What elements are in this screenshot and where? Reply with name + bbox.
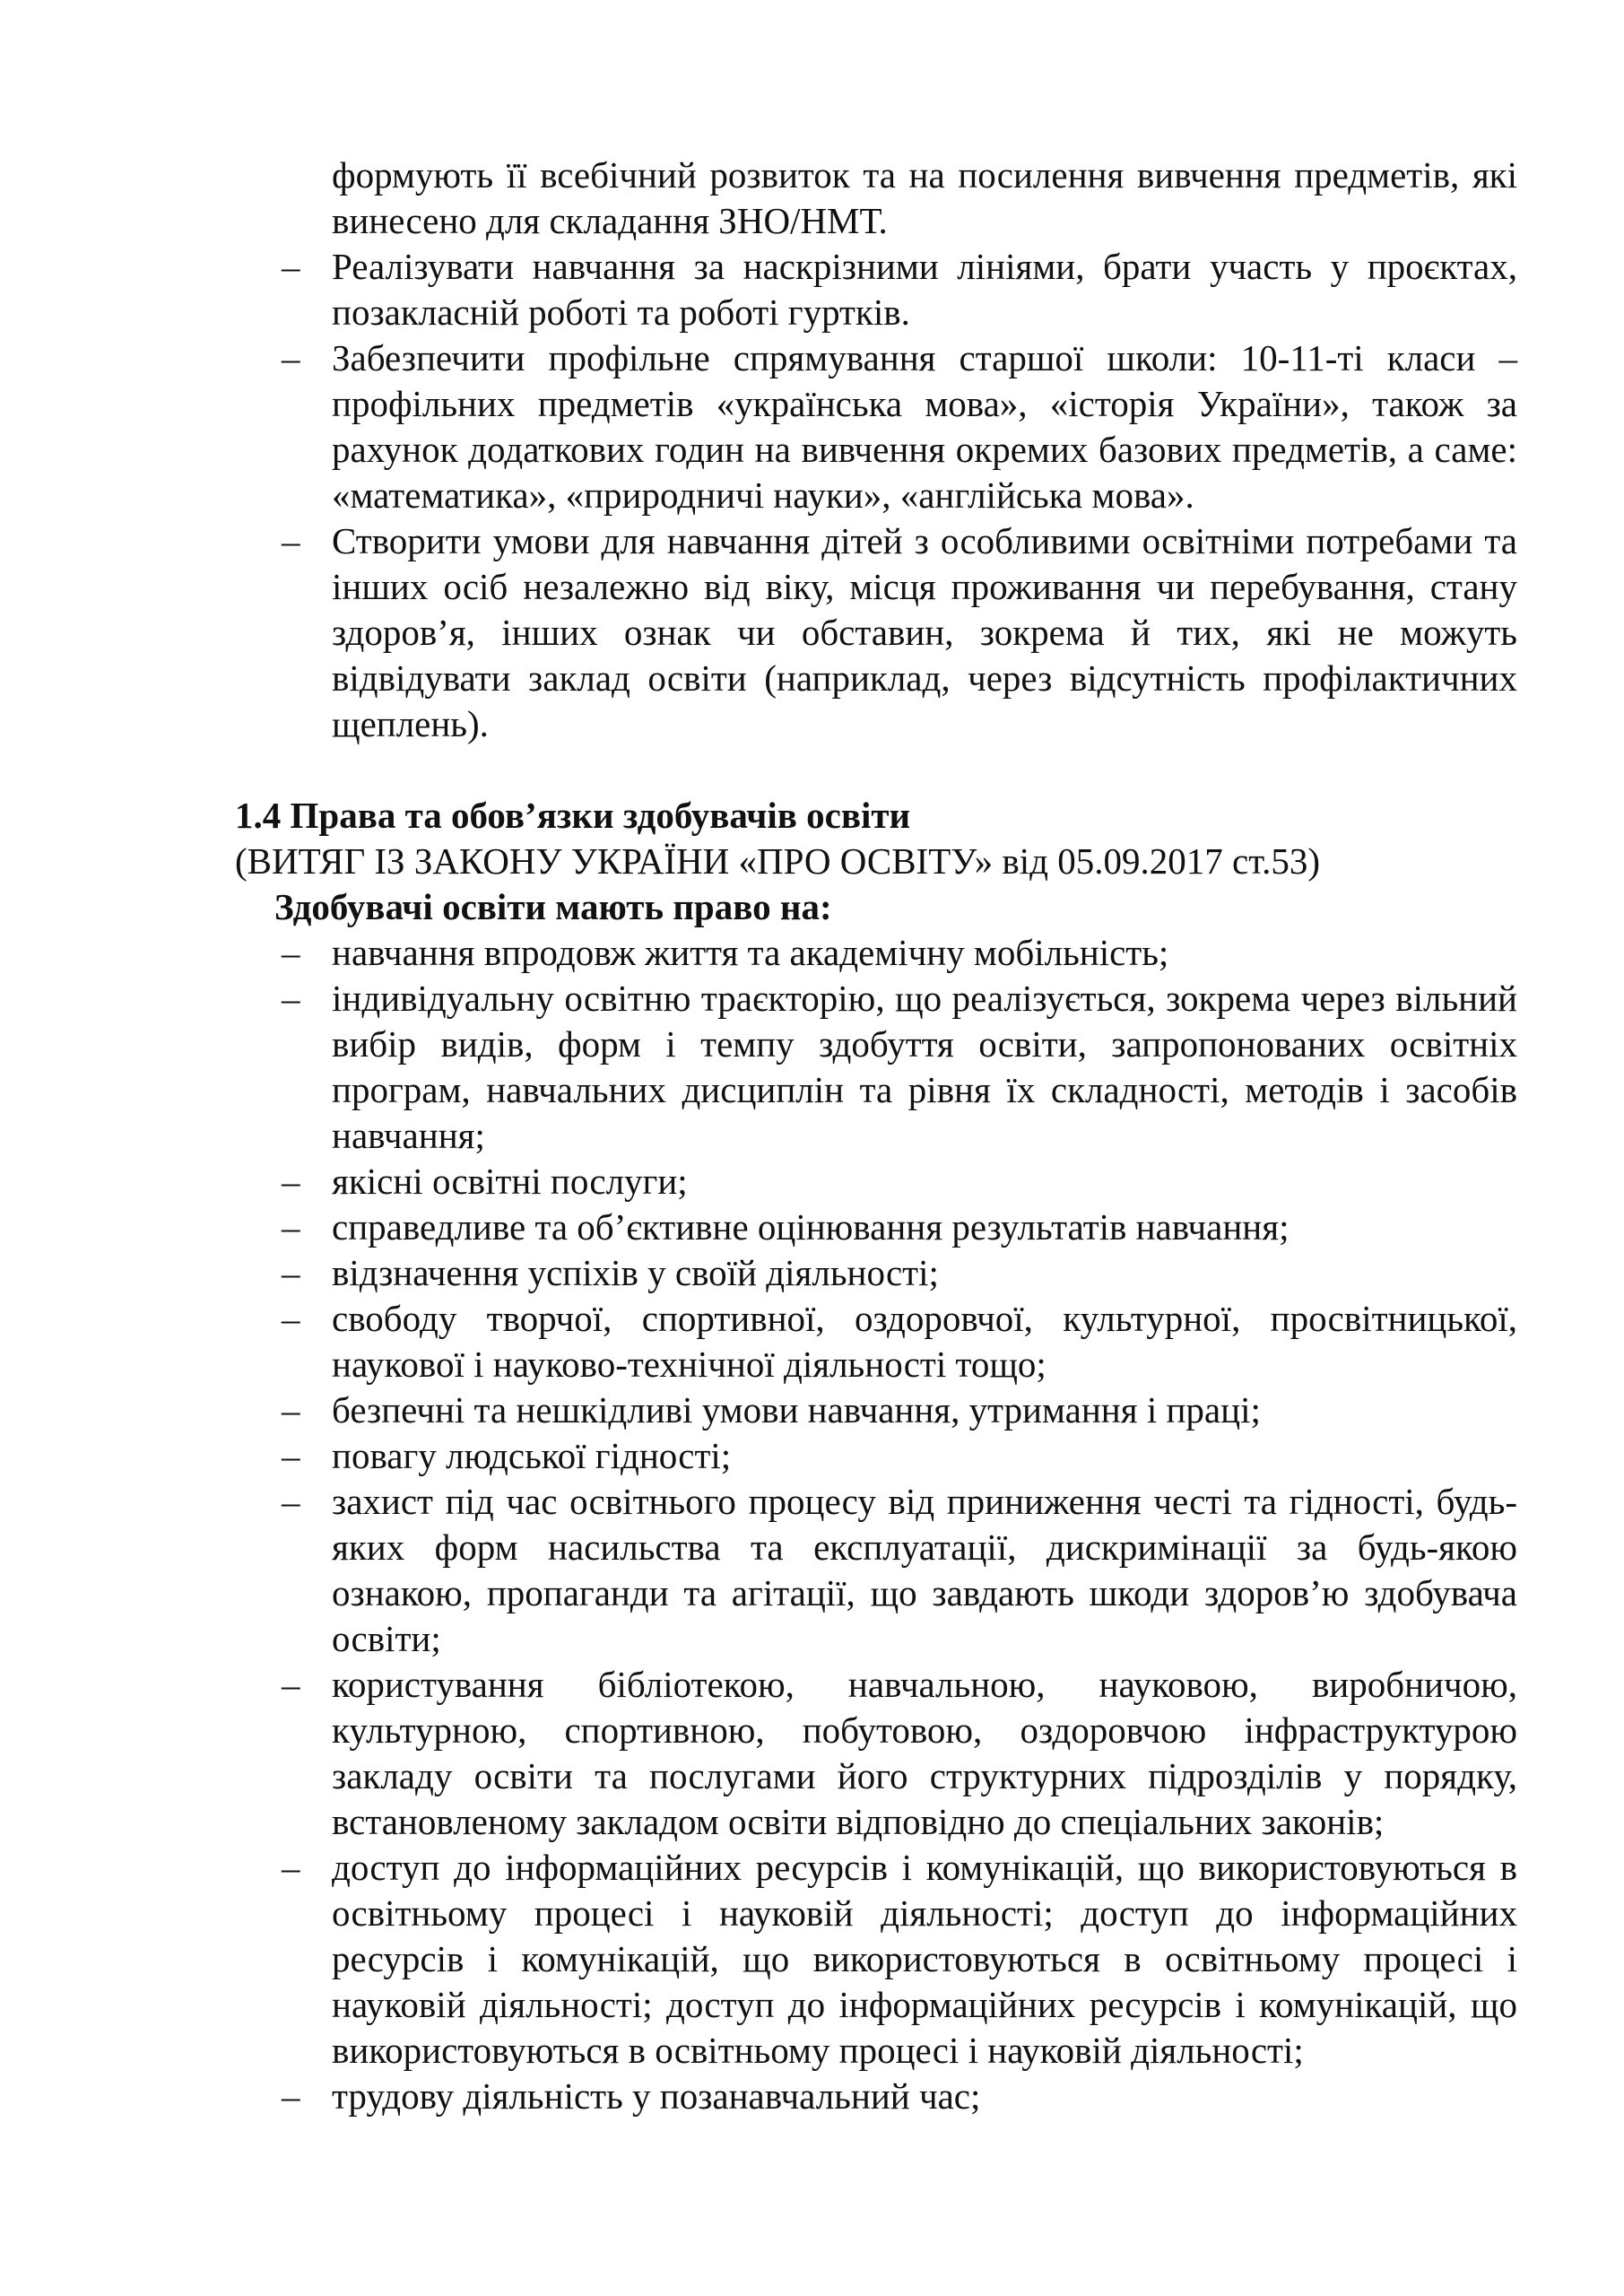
list-item-text: якісні освітні послуги; (332, 1161, 688, 1202)
dash-bullet: – (282, 1389, 300, 1431)
goals-list (235, 244, 1517, 747)
list-item (235, 1205, 1517, 1250)
list-item (235, 1296, 1517, 1387)
list-item-text: навчання впродовж життя та академічну мобільність; (332, 932, 1169, 973)
dash-bullet: – (282, 1252, 300, 1293)
list-item (235, 1250, 1517, 1296)
section-title: 1.4 Права та обов’язки здобувачів освіти (235, 795, 911, 836)
list-item-text: користування бібліотекою, навчальною, науковою, виробничою, культурною, спортивною, побутовою, оздоровчою інфраструктурою закладу освіти та послугами його структурних підрозділів у порядку, встановленому закладом освіти відповідно до спеціальних законів; (332, 1664, 1517, 1842)
dash-bullet: – (282, 520, 300, 561)
dash-bullet: – (282, 1664, 300, 1705)
dash-bullet: – (282, 1481, 300, 1522)
dash-bullet: – (282, 1161, 300, 1202)
list-item-text: доступ до інформаційних ресурсів і комунікацій, що використовуються в освітньому процесі і науковій діяльності; доступ до інформаційних ресурсів і комунікацій, що використовуються в освітньому процесі і науковій діяльності; доступ до інформаційних ресурсів і комунікацій, що використовуються в освітньому процесі і науковій діяльності; (332, 1847, 1517, 2071)
list-item (235, 1159, 1517, 1205)
paragraph-gap (235, 747, 1517, 793)
list-item (235, 1433, 1517, 1479)
dash-bullet: – (282, 1435, 300, 1476)
list-item-text: повагу людської гідності; (332, 1435, 732, 1476)
rights-list (235, 930, 1517, 2119)
list-item (235, 1479, 1517, 1662)
dash-bullet: – (282, 246, 300, 287)
dash-bullet: – (282, 978, 300, 1019)
list-item (235, 1845, 1517, 2074)
list-item-text: Створити умови для навчання дітей з особливими освітніми потребами та інших осіб незалежно від віку, місця проживання чи перебування, стану здоров’я, інших ознак чи обставин, зокрема й тих, які не можуть відвідувати заклад освіти (наприклад, через відсутність профілактичних щеплень). (332, 520, 1517, 744)
list-item-text: Забезпечити профільне спрямування старшої школи: 10-11-ті класи – профільних предметів «українська мова», «історія України», також за рахунок додаткових годин на вивчення окремих базових предметів, а саме: «математика», «природничі науки», «англійська мова». (332, 337, 1517, 516)
list-item-text: свободу творчої, спортивної, оздоровчої, культурної, просвітницької, наукової і науково-технічної діяльності тощо; (332, 1298, 1517, 1385)
rights-heading: Здобувачі освіти мають право на: (274, 886, 832, 927)
list-item (235, 1387, 1517, 1433)
list-item-text: індивідуальну освітню траєкторію, що реалізується, зокрема через вільний вибір видів, форм і темпу здобуття освіти, запропонованих освітніх програм, навчальних дисциплін та рівня їх складності, методів і засобів навчання; (332, 978, 1517, 1156)
list-item (235, 244, 1517, 335)
list-item (235, 976, 1517, 1159)
list-item-text: трудову діяльність у позанавчальний час; (332, 2075, 981, 2117)
list-item (235, 518, 1517, 747)
dash-bullet: – (282, 1847, 300, 1888)
page-content (235, 152, 1517, 2119)
list-item-text: відзначення успіхів у своїй діяльності; (332, 1252, 939, 1293)
continuation-paragraph: формують її всебічний розвиток та на посилення вивчення предметів, які винесено для складання ЗНО/НМТ. (332, 154, 1517, 241)
list-item (235, 2074, 1517, 2119)
dash-bullet: – (282, 337, 300, 378)
list-item (235, 1662, 1517, 1845)
list-item-text: справедливе та об’єктивне оцінювання результатів навчання; (332, 1206, 1290, 1248)
dash-bullet: – (282, 1206, 300, 1248)
list-item-text: безпечні та нешкідливі умови навчання, утримання і праці; (332, 1389, 1261, 1431)
dash-bullet: – (282, 932, 300, 973)
dash-bullet: – (282, 2075, 300, 2117)
list-item (235, 930, 1517, 976)
section-subtitle: (ВИТЯГ ІЗ ЗАКОНУ УКРАЇНИ «ПРО ОСВІТУ» від 05.09.2017 ст.53) (235, 840, 1320, 882)
list-item (235, 335, 1517, 518)
list-item-text: Реалізувати навчання за наскрізними лініями, брати участь у проєктах, позакласній роботі та роботі гуртків. (332, 246, 1517, 333)
list-item-text: захист під час освітнього процесу від приниження честі та гідності, будь-яких форм насильства та експлуатації, дискримінації за будь-якою ознакою, пропаганди та агітації, що завдають шкоди здоров’ю здобувача освіти; (332, 1481, 1517, 1659)
dash-bullet: – (282, 1298, 300, 1339)
